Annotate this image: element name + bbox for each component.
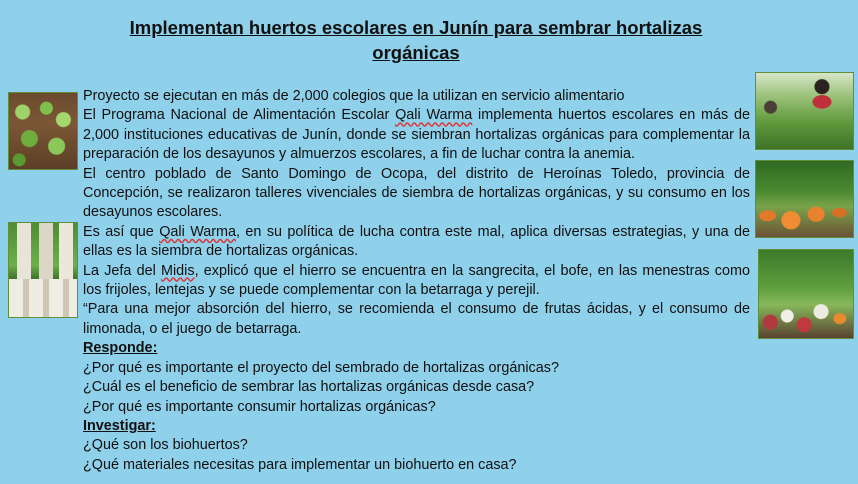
text: implementa huertos escolares en más de 2,000 instituciones educativas de Junín, donde se siembran hortalizas orgánicas para complementar la preparación de los desayunos y almuerzos escolares, a fin de luchar contra la anemia.	[83, 107, 750, 163]
paragraph: “Para una mejor absorción del hierro, se recomienda el consumo de frutas ácidas, y el consumo de limonada, o el juego de betarraga.	[83, 301, 750, 337]
question: ¿Qué son los biohuertos?	[83, 437, 248, 454]
text: , explicó que el hierro se encuentra en la sangrecita, el bofe, en las menestras como los frijoles, lentejas y se puede complementar con la betarraga y perejil.	[83, 262, 750, 299]
photo-garden-rows	[8, 92, 78, 170]
text: , en su política de lucha contra este mal, aplica diversas estrategias, y una de ellas es la siembra de hortalizas orgánicas.	[83, 223, 750, 260]
text-spellcheck: Qali Warma	[159, 223, 237, 240]
text-spellcheck: Qali Warma	[395, 107, 473, 124]
text: Es así que	[83, 223, 160, 240]
paragraph	[83, 262, 750, 301]
text: El Programa Nacional de Alimentación Escolar	[83, 107, 396, 124]
slide-title: Implementan huertos escolares en Junín para sembrar hortalizas orgánicas	[129, 17, 703, 63]
investigar-heading: Investigar:	[83, 417, 156, 434]
paragraph	[83, 223, 750, 262]
subtitle-paragraph: Proyecto se ejecutan en más de 2,000 colegios que la utilizan en servicio alimentario	[83, 88, 625, 104]
question: ¿Por qué es importante el proyecto del sembrado de hortalizas orgánicas?	[83, 359, 559, 376]
question: ¿Por qué es importante consumir hortalizas orgánicas?	[83, 398, 436, 415]
responde-heading: Responde:	[83, 340, 158, 357]
question: ¿Qué materiales necesitas para implementar un biohuerto en casa?	[83, 456, 517, 473]
article-body	[83, 87, 750, 475]
question: ¿Cuál es el beneficio de sembrar las hortalizas orgánicas desde casa?	[83, 379, 535, 396]
paragraph	[83, 106, 750, 164]
photo-seedling-pots	[8, 222, 78, 318]
paragraph: El centro poblado de Santo Domingo de Ocopa, del distrito de Heroínas Toledo, provincia de Concepción, se realizaron talleres vivenciales de siembra de hortalizas orgánicas, y su consumo en los desayunos escolares.	[83, 165, 750, 221]
photo-vegetables	[758, 249, 854, 339]
photo-carrots	[755, 160, 854, 238]
photo-woman-in-field	[755, 72, 854, 150]
text-spellcheck: Midis	[160, 262, 195, 279]
text: La Jefa del	[83, 262, 161, 279]
